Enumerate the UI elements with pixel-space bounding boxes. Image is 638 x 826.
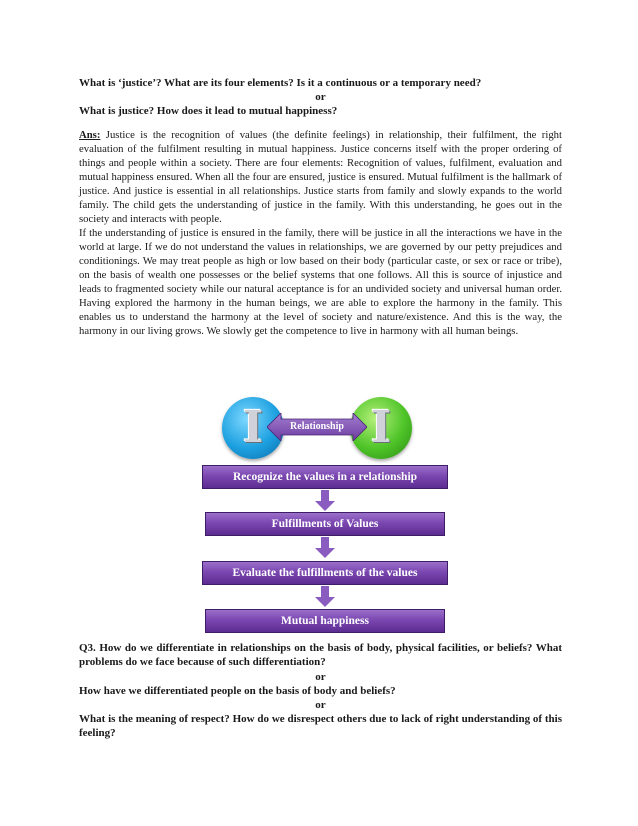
step-evaluate: Evaluate the fulfillments of the values: [202, 561, 448, 585]
step-mutual-happiness: Mutual happiness: [205, 609, 445, 633]
answer-paragraph-2: If the understanding of justice is ensured in the family, there will be justice in all the interactions we have in the world at large. If we do not understand the values in relationships, we are governed by our petty prejudices and conditionings. We may treat people as high or low based on their body (particular caste, or sex or race or tribe), on the basis of wealth one possesses or the belief systems that one follows. All this is source of injustice and leads to fragmented society while our natural acceptance is for an undivided society and universal human order. Having explored the harmony in the human beings, we are able to explore the harmony in the family. This enables us to understand the harmony at the level of society and nature/existence. And this is the way, the harmony in our living grows. We slowly get the competence to live in harmony with all human beings.: [79, 227, 562, 337]
relationship-label: Relationship: [290, 421, 344, 432]
question-justice-elements: What is ‘justice’? What are its four elements? Is it a continuous or a temporary need?: [79, 77, 482, 89]
or-separator: or: [315, 671, 326, 683]
self-glyph: I: [242, 402, 264, 453]
question-3-alt-2: What is the meaning of respect? How do we disrespect others due to lack of right understanding of this feeling?: [79, 713, 562, 739]
down-arrow-icon: [315, 586, 335, 607]
answer-body: [79, 128, 562, 338]
answer-paragraph-1: [79, 128, 562, 226]
or-separator: or: [315, 91, 326, 103]
question-3-alt-1: How have we differentiated people on the basis of body and beliefs?: [79, 685, 396, 697]
question-3: Q3. How do we differentiate in relationships on the basis of body, physical facilities, or beliefs? What problems do we face because of such differentiation?: [79, 642, 562, 668]
answer-paragraph-1-text: Justice is the recognition of values (the definite feelings) in relationship, their fulfilment, the right evaluation of the fulfilment resulting in mutual happiness. Justice concerns itself with the proper ordering of things and people within a society. There are four elements: Recognition of values, fulfilment, evaluation and mutual happiness ensured. When all the four are ensured, justice is ensured. Mutual fulfilment is the hallmark of justice. And justice is essential in all relationships. Justice starts from family and slowly expands to the world family. The child gets the understanding of justice in the family. With this understanding, he goes out in the society and interacts with people.: [79, 129, 562, 225]
other-glyph: I: [370, 402, 392, 453]
or-separator: or: [315, 699, 326, 711]
justice-diagram: [205, 393, 445, 636]
down-arrow-icon: [315, 537, 335, 558]
answer-label: Ans:: [79, 129, 101, 141]
step-fulfillments: Fulfillments of Values: [205, 512, 445, 536]
down-arrow-icon: [315, 490, 335, 511]
step-recognize-values: Recognize the values in a relationship: [202, 465, 448, 489]
question-justice-happiness: What is justice? How does it lead to mutual happiness?: [79, 105, 338, 117]
